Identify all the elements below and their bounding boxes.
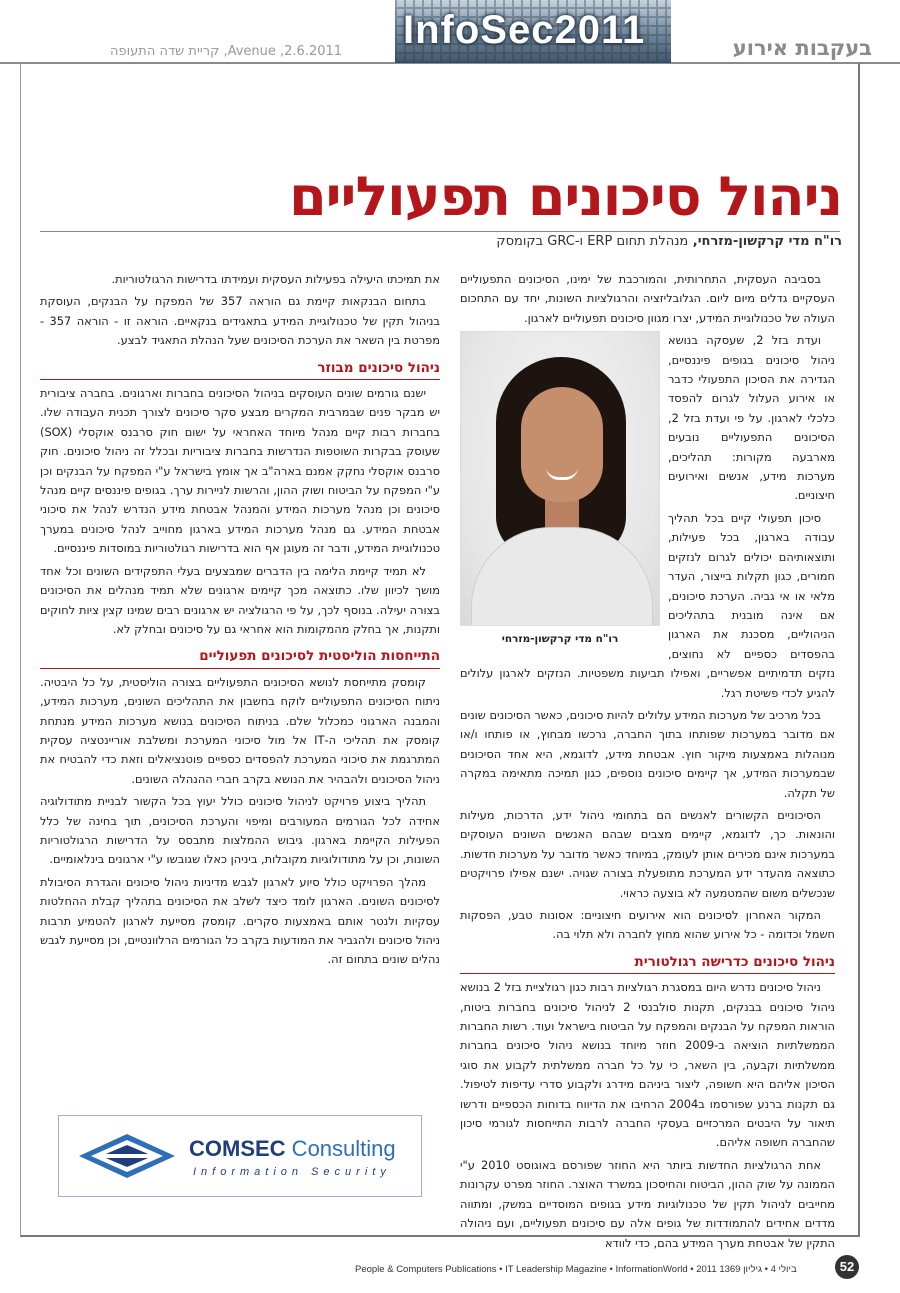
infosec-logo — [395, 0, 671, 63]
byline-rule — [40, 231, 840, 232]
photo-caption: רו"ח מדי קרקשון-מזרחי — [501, 633, 619, 646]
brand-light: Consulting — [285, 1136, 396, 1161]
paragraph: קומסק מתייחסת לנושא הסיכונים התפעוליים בצורה הוליסטית, על כל היבטיה. ניתוח הסיכונים התפעוליים לוקח בחשבון את התהליכים השונים, מערכות המידע, והמבנה הארגוני כמכלול שלם. בניתוח הסיכונים בנושא מערכות המידע מנתחת קומסק את תהליכי ה-IT אל מול סיכוני המערכת ומשלבת אוריינטציה עסקית המתרגמת את סיכוני המערכת להפסדים כספיים פוטנציאלים וזאת כדי להבטיח את ניהול הסיכונים ולהבהיר את הנושא בקרב חברי ההנהלה השונים. — [40, 674, 440, 786]
event-details: 2.6.2011, Avenue, קריית שדה התעופה — [110, 44, 343, 59]
paragraph: המקור האחרון לסיכונים הוא אירועים חיצוניים: אסונות טבע, הפסקות חשמל וכדומה - כל אירוע שהוא מחוץ לחברה ולא תלוי בה. — [460, 908, 835, 942]
paragraph: בסביבה העסקית, התחרותית, והמורכבת של ימינו, הסיכונים התפעוליים העסקיים גדלים מיום ליום. הגלובליזציה והרגולציות השונות, יחד עם התחכום העולה של טכנולוגיית המידע, יצרו מגוון סיכונים תפעוליים לארגון. — [460, 272, 835, 325]
logo-text: InfoSec2011 — [403, 8, 646, 52]
author-role: מנהלת תחום ERP ו-GRC בקומסק — [496, 234, 689, 249]
comsec-brand — [189, 1136, 396, 1162]
paragraph: ניהול סיכונים נדרש היום במסגרת רגולציות רבות כגון רגולציית בזל 2 בנושא ניהול סיכונים בבנקים, תקנות סולבנסי 2 לניהול סיכונים בחברות ביטוח, הוראות המפקח על הבנקים והמפקח על הביטוח בישראל ועוד. רשות החברות הממשלתיות הוציאה ב-2009 חוזר מיוחד בנושא ניהול סיכונים בחברות ממשלתיות וקבעה, בין השאר, כי על כל חברה ממשלתית לקבוע את סוגי הסיכון אליהם היא חשופה, ליצור ביניהם מידרג ולקבוע סדרי עדיפות לטיפול. גם תקנות ברנע שפורסמו ב2004 הרחיבו את הדיווח בדוחות הכספיים ודרשו תיאור על היבטים המרכזיים בעסקי החברה לרבות התייחסות לגורמי סיכון שהחברה חשופה אליהם. — [460, 980, 835, 1150]
page-number: 52 — [835, 1255, 859, 1279]
paragraph: לא תמיד קיימת הלימה בין הדברים שמבצעים בעלי התפקידים השונים וכל אחד מושך לכיוון שלו. כתוצאה מכך קיימים ארגונים שלא תמיד מנהלים את הסיכונים בצורה יעילה. בנוסף לכך, על פי הרגולציה יש ארגונים רבים שמינו קצין ציות לחוקים ותקנות, אך בחלק מהמקומות הוא אחראי גם על סיכונים ובחלק לא. — [40, 563, 440, 636]
paragraph: מהלך הפרויקט כולל סיוע לארגון לגבש מדיניות ניהול סיכונים והגדרת הסיבולת לסיכונים השונים. הארגון לומד כיצד לשלב את הסיכונים בתהליך קבלת ההחלטות עסקיות ולנטר אותם באמצעות סקרים. קומסק מסייעת לארגון להטמיע תרבות ניהול סיכונים ולהגביר את המודעות בקרב כל הגורמים הרלוונטיים, וכן מסייעת לגבש נהלים שונים בתחום זה. — [40, 874, 440, 967]
footer-text: People & Computers Publications • IT Leadership Magazine • InformationWorld • 2011 ביולי 4 • גיליון 1369 — [355, 1264, 797, 1275]
paragraph: תהליך ביצוע פרויקט לניהול סיכונים כולל יעוץ בכל הקשור לבניית מתודולוגיה אחידה לכל הגורמים המעורבים ומיפוי והערכת הסיכונים, תוך בחינה של כלל הפעילות הקיימת בארגון. גיבוש ההמלצות מתבסס על הדרישות הרגולטוריות השונות, וכן על מתודולוגיות מקובלות, ביניהן כאלו שגובשו ע"י ארגונים בינלאומיים. — [40, 794, 440, 867]
section-heading: התייחסות הוליסטית לסיכונים תפעוליים — [40, 647, 440, 668]
brand-bold: COMSEC — [189, 1136, 286, 1161]
author-name: רו"ח מדי קרקשון-מזרחי, — [692, 234, 842, 249]
paragraph: בכל מרכיב של מערכות המידע עלולים להיות סיכונים, כאשר הסיכונים שונים אם מדובר במערכות שפותחו בתוך החברה, נרכשו מבחוץ, או פותחו ו/או מנוהלות באמצעות מיקור חוץ. אבטחת מידע, לדוגמא, היא אחד הסיכונים שבמערכות המידע, אך קיימים סיכונים נוספים, כגון תמיכה מתאימה במקרה של תקלה. — [460, 707, 835, 800]
paragraph: ישנם גורמים שונים העוסקים בניהול הסיכונים בחברות וארגונים. בחברה ציבורית יש מבקר פנים שבמרבית המקרים מבצע סקר סיכונים לצורך תכנית העבודה שלו. בחברות רבות קיים מנהל מיוחד האחראי על ישום חוק סרבנס אוקסלי (SOX) שעוסק בבקרות השוטפות הנדרשות בחברות ציבוריות ובכלל זה ניהול סיכונים. חוק סרבנס אוקסלי נחקק אמנם בארה"ב אך אומץ בישראל ע"י המפקח על הבנקים וכן ע"י המפקח על הביטוח ושוק ההון, והרשות לניירות ערך. בגופים פיננסים קיים מנהל סיכונים וכן מנהל מערכות המידע והמנהל אבטחת מידע הנדרש לנהל את סיכוני אבטחת המידע. גם מנהל מערכות המידע בארגון מחוייב לנהל סיכונים במערך טכנולוגיית המידע, ודבר זה מעוגן אף הוא בדרישות רגולטוריות במוסדות פיננסיים. — [40, 386, 440, 556]
section-label: בעקבות אירוע — [732, 36, 872, 60]
brand-tagline: Information Security — [193, 1166, 391, 1178]
section-heading: ניהול סיכונים מבוזר — [40, 359, 440, 380]
author-photo — [460, 331, 660, 626]
comsec-mark-icon — [79, 1134, 175, 1178]
article-title: ניהול סיכונים תפעוליים — [289, 165, 842, 228]
byline — [496, 234, 842, 249]
right-column — [460, 270, 835, 1256]
paragraph: בתחום הבנקאות קיימת גם הוראה 357 של המפקח על הבנקים, העוסקת בניהול תקין של טכנולוגיית המידע בתאגידים בנקאיים. הוראה זו - הוראה 357 - מפרטת בין השאר את הערכת הסיכונים שעל הנהלת התאגיד לבצע. — [40, 294, 441, 348]
section-heading: ניהול סיכונים כדרישה רגולטורית — [460, 953, 835, 974]
paragraph: סיכון תפעולי קיים בכל תהליך עבודה בארגון, בכל פעילות, ותוצאותיהם יכולים לגרום לנזקים חמורים, כגון תקלות בייצור, העדר מלאי או אי גביה. הערכת סיכונים, אם אינה מובנית בתהליכים הניהוליים, מסכנת את הארגון בהפסדים כספיים לא נחוצים, נזקים תדמיתיים אפשריים, ואפילו תביעות משפטיות. הנזקים לארגון עלולים להגיע לכדי פשיטת רגל. — [460, 510, 835, 700]
comsec-advertisement[interactable] — [58, 1115, 422, 1197]
paragraph: הסיכוניים הקשורים לאנשים הם בתחומי ניהול ידע, הדרכות, מעילות והונאות. כך, לדוגמא, קיימים מצבים שבהם האנשים השונים העוסקים במערכות אינם מכירים אותן לעומק, במיוחד כאשר מדובר על מערכות חדשות. כתוצאה מהעדר ידע המערכת מתופעלת בצורה שגויה. ישנם אפילו פרויקטים שנכשלים משום שהמטמעה לא בוצעה כראוי. — [460, 807, 835, 900]
author-photo-block — [460, 331, 660, 651]
paragraph: את תמיכתו היעילה בפעילות העסקית ועמידתו בדרישות הרגולטוריות. — [111, 272, 440, 286]
paragraph: אחת הרגולציות החדשות ביותר היא החוזר שפורסם באוגוסט 2010 ע"י הממונה על שוק ההון, הביטוח והחיסכון במשרד האוצר. החוזר מפרט עקרונות מחייבים לניהול תקין של טכנולוגיות מידע בגופים המוסדיים במשק, ומתווה מדדים אחידים להתמודדות של גופים אלה עם סיכונים תפעוליים, ועם ניהולה התקין של אבטחת מערך המידע בהם, כדי לוודא — [460, 1157, 835, 1250]
paragraph: ועדת בזל 2, שעסקה בנושא ניהול סיכונים בגופים פיננסיים, הגדירה את הסיכון התפעולי כדבר או אירוע העלול לגרום להפסד כלכלי לארגון. על פי ועדת בזל 2, הסיכונים התפעוליים נובעים מארבעה מקורות: תהליכים, מערכות מידע, אנשים ואירועים חיצוניים. — [668, 333, 835, 503]
left-column — [40, 270, 440, 973]
